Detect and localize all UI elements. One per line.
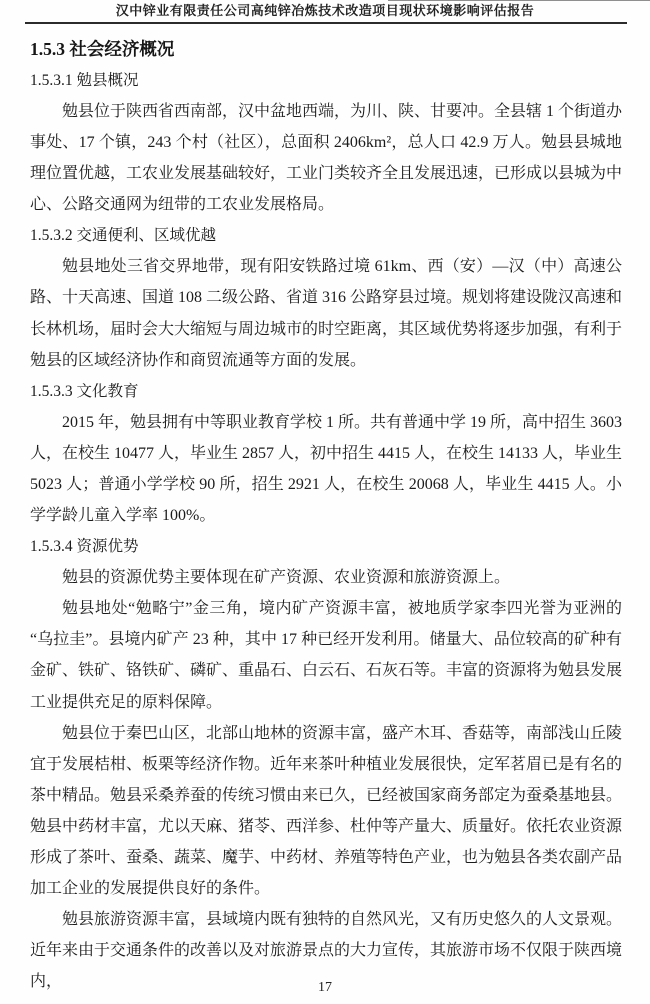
document-body xyxy=(30,34,622,997)
paragraph-tourism-resources: 勉县旅游资源丰富，县域境内既有独特的自然风光，又有历史悠久的人文景观。近年来由于交通条件的改善以及对旅游景点的大力宣传，其旅游市场不仅限于陕西境内， xyxy=(30,911,623,991)
running-header-title: 汉中锌业有限责任公司高纯锌冶炼技术改造项目现状环境影响评估报告 xyxy=(115,3,535,18)
section-heading: 1.5.3 社会经济概况 xyxy=(30,39,175,59)
subsection-heading-education: 1.5.3.3 文化教育 xyxy=(30,382,139,400)
page-number: 17 xyxy=(318,980,332,995)
scan-artifact-line xyxy=(388,0,650,1)
paragraph-mineral-resources: 勉县地处“勉略宁”金三角，境内矿产资源丰富，被地质学家李四光誉为亚洲的“乌拉圭”。县境内矿产 23 种，其中 17 种已经开发利用。储量大、品位较高的矿种有金矿、铁矿、铬铁矿、磷矿、重晶石、白云石、石灰石等。丰富的资源将为勉县发展工业提供充足的原料保障。 xyxy=(30,600,623,711)
header-rule xyxy=(25,22,627,24)
paragraph-education: 2015 年，勉县拥有中等职业教育学校 1 所。共有普通中学 19 所，高中招生 3603 人，在校生 10477 人，毕业生 2857 人，初中招生 4415 人，在校生 14133 人，毕业生 5023 人；普通小学学校 90 所，招生 2921 人，在校生 20068 人，毕业生 4415 人。小学学龄儿童入学率 100%。 xyxy=(30,413,623,525)
subsection-heading-county-overview: 1.5.3.1 勉县概况 xyxy=(30,72,139,89)
subsection-heading-resources: 1.5.3.4 资源优势 xyxy=(30,538,139,556)
subsection-heading-transportation: 1.5.3.2 交通便利、区域优越 xyxy=(30,227,217,245)
paragraph-agricultural-resources: 勉县位于秦巴山区，北部山地林的资源丰富，盛产木耳、香菇等，南部浅山丘陵宜于发展桔柑、板栗等经济作物。近年来茶叶种植业发展很快，定军茗眉已是有名的茶中精品。勉县采桑养蚕的传统习惯由来已久，已经被国家商务部定为蚕桑基地县。勉县中药材丰富，尤以天麻、猪苓、西洋参、杜仲等产量大、质量好。依托农业资源形成了茶叶、蚕桑、蔬菜、魔芋、中药材、养殖等特色产业，也为勉县各类农副产品加工企业的发展提供良好的条件。 xyxy=(30,724,623,898)
paragraph-resources-intro: 勉县的资源优势主要体现在矿产资源、农业资源和旅游资源上。 xyxy=(62,569,511,587)
page-header xyxy=(0,3,650,24)
paragraph-county-overview: 勉县位于陕西省西南部，汉中盆地西端，为川、陕、甘要冲。全县辖 1 个街道办事处、17 个镇，243 个村（社区），总面积 2406km²，总人口 42.9 万人。勉县县城地理位置优越，工农业发展基础较好，工业门类较齐全且发展迅速，已形成以县城为中心、公路交通网为纽带的工农业发展格局。 xyxy=(30,103,623,214)
paragraph-transportation: 勉县地处三省交界地带，现有阳安铁路过境 61km、西（安）—汉（中）高速公路、十天高速、国道 108 二级公路、省道 316 公路穿县过境。规划将建设陇汉高速和长林机场，届时会大大缩短与周边城市的时空距离，其区域优势将逐步加强，有利于勉县的区域经济协作和商贸流通等方面的发展。 xyxy=(30,258,623,369)
